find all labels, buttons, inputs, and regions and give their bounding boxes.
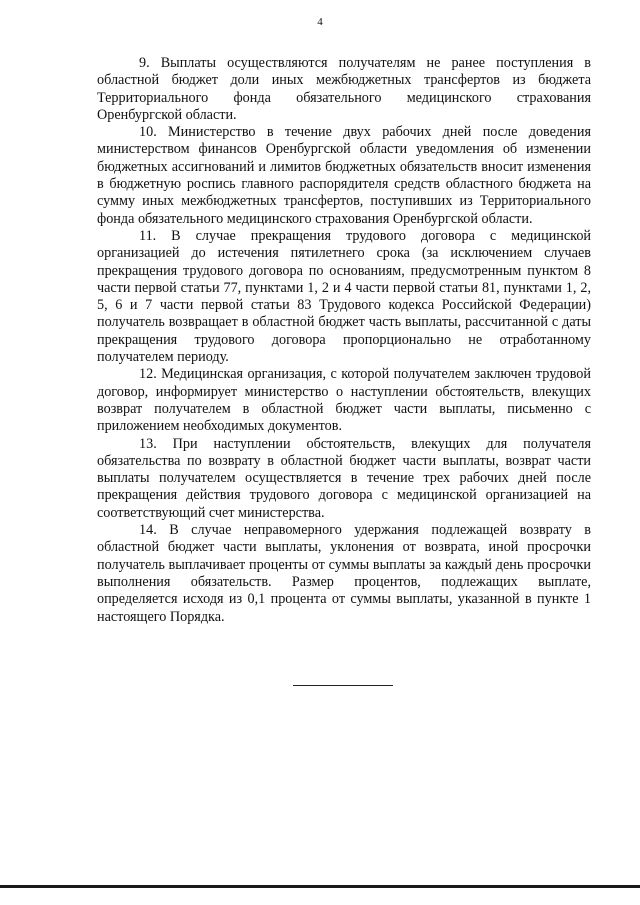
document-body xyxy=(97,55,591,626)
page-number: 4 xyxy=(317,16,323,28)
paragraph-9: 9. Выплаты осуществляются получателям не ранее поступления в областной бюджет доли иных межбюджетных трансфертов из бюджета Территориального фонда обязательного медицинского страхования Оренбургской области. xyxy=(97,55,591,123)
closing-divider xyxy=(293,685,393,686)
paragraph-13: 13. При наступлении обстоятельств, влекущих для получателя обязательства по возврату в областной бюджет части выплаты, возврат части выплаты получателем осуществляется в течение трех рабочих дней после прекращения действия трудового договора с медицинской организацией на соответствующий счет министерства. xyxy=(97,435,591,521)
paragraph-12: 12. Медицинская организация, с которой получателем заключен трудовой договор, информирует министерство о наступлении обстоятельств, влекущих возврат получателем в областной бюджет части выплаты, письменно с приложением необходимых документов. xyxy=(97,366,591,435)
paragraph-10: 10. Министерство в течение двух рабочих дней после доведения министерством финансов Оренбургской области уведомления об изменении бюджетных ассигнований и лимитов бюджетных обязательств вносит изменения в бюджетную роспись главного распорядителя средств областного бюджета на сумму иных межбюджетных трансфертов, поступивших из Территориального фонда обязательного медицинского страхования Оренбургской области. xyxy=(97,124,591,227)
paragraph-14: 14. В случае неправомерного удержания подлежащей возврату в областной бюджет части выплаты, уклонения от возврата, иной просрочки получатель выплачивает проценты от суммы выплаты за каждый день просрочки выполнения обязательств. Размер процентов, подлежащих выплате, определяется исходя из 0,1 процента от суммы выплаты, указанной в пункте 1 настоящего Порядка. xyxy=(97,522,591,625)
scan-edge-line xyxy=(0,885,640,888)
paragraph-11: 11. В случае прекращения трудового договора с медицинской организацией до истечения пятилетнего срока (за исключением случаев прекращения трудового договора по основаниям, предусмотренным пунктом 8 части первой статьи 77, пунктами 1, 2 и 4 части первой статьи 81, пунктами 1, 2, 5, 6 и 7 части первой статьи 83 Трудового кодекса Российской Федерации) получатель возвращает в областной бюджет часть выплаты, рассчитанной с даты прекращения трудового договора пропорционально не отработанному получателем периоду. xyxy=(97,227,591,366)
